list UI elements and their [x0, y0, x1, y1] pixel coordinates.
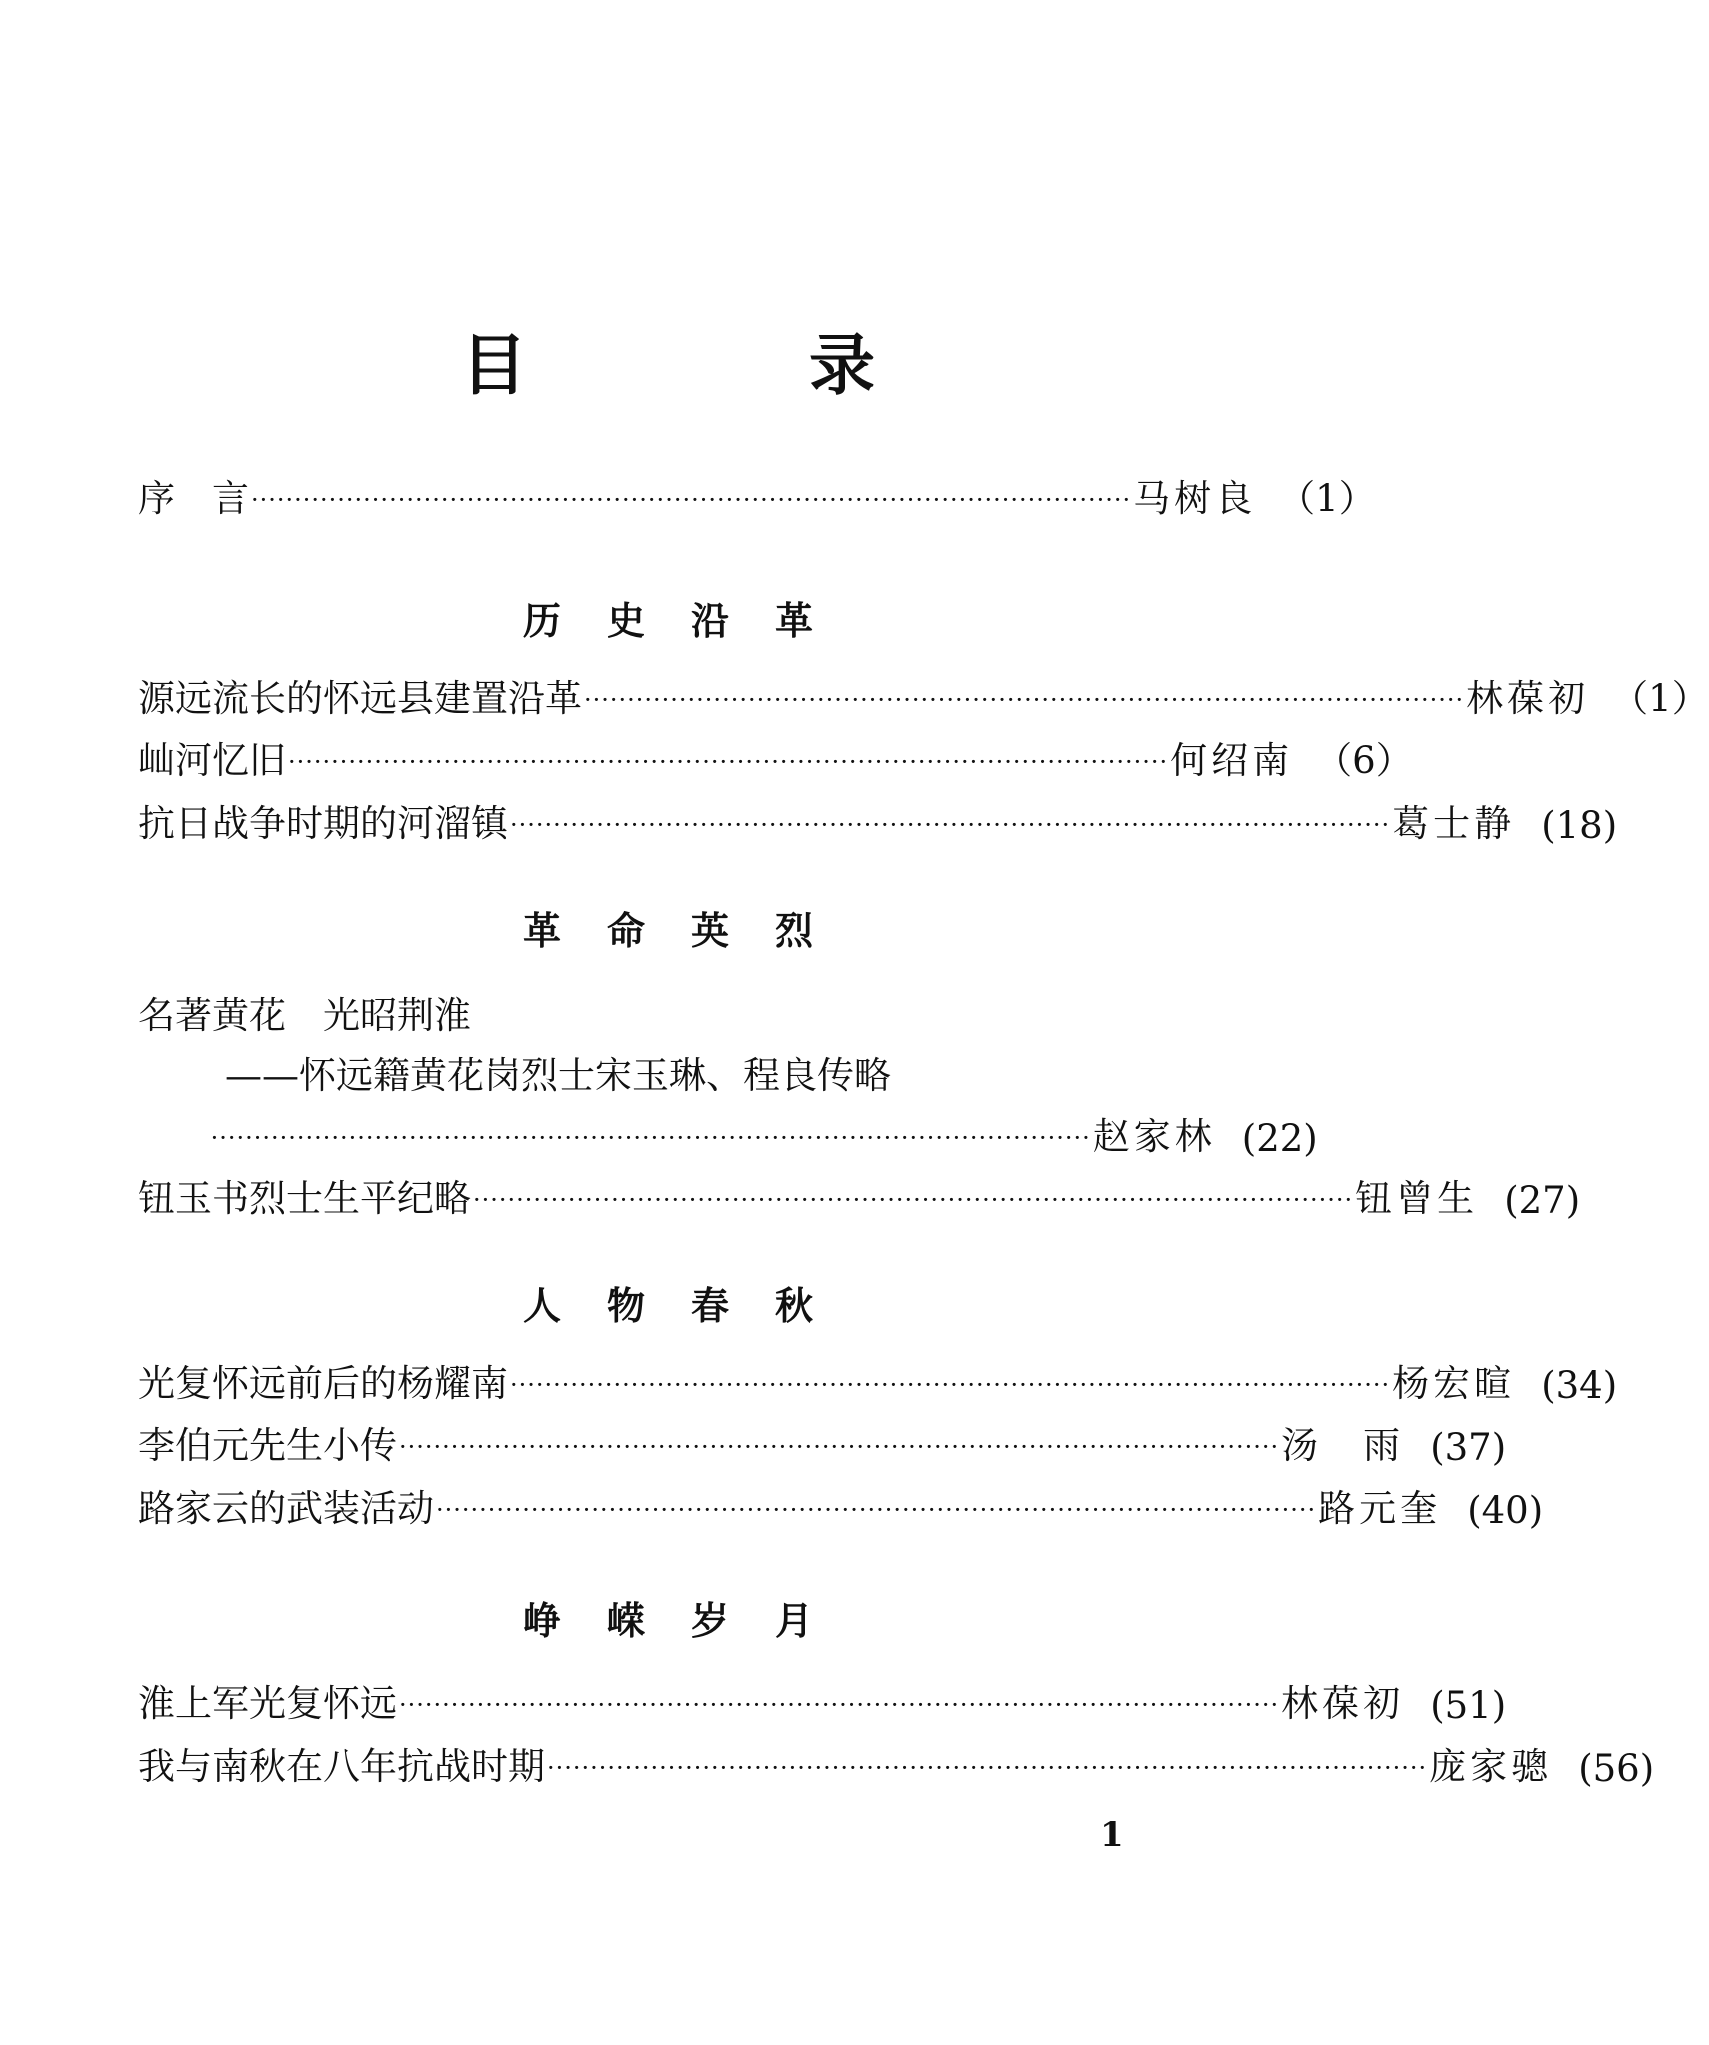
toc-entry[interactable]	[138, 1108, 1318, 1160]
leader-dots: ······································································································	[584, 686, 1465, 714]
entry-title: 屾河忆旧	[138, 739, 286, 782]
entry-title: 淮上军光复怀远	[138, 1682, 397, 1725]
leader-dots: ······································································································	[210, 1124, 1091, 1152]
toc-entry[interactable]	[138, 670, 1709, 722]
entry-page: (56)	[1578, 1747, 1655, 1790]
toc-entry[interactable]	[138, 1738, 1655, 1790]
entry-title: 李伯元先生小传	[138, 1424, 397, 1467]
entry-page: (34)	[1541, 1364, 1618, 1407]
leader-dots: ······································································································	[547, 1754, 1428, 1782]
entry-title: 序 言	[138, 477, 249, 520]
page-title: 目 录	[461, 326, 983, 404]
entry-author: 林葆初	[1281, 1682, 1405, 1725]
entry-page: (18)	[1541, 804, 1618, 847]
leader-dots: ······································································································	[473, 1186, 1354, 1214]
leader-dots: ······································································································	[399, 1433, 1280, 1461]
entry-author: 钮曾生	[1355, 1177, 1479, 1220]
entry-title: 抗日战争时期的河溜镇	[138, 802, 508, 845]
entry-title-line1[interactable]: 名著黄花 光昭荆淮	[138, 994, 471, 1037]
leader-dots: ······································································································	[436, 1496, 1317, 1524]
page-number: 1	[1100, 1815, 1124, 1855]
toc-entry[interactable]	[138, 1675, 1507, 1727]
entry-subtitle[interactable]: ——怀远籍黄花岗烈士宋玉琳、程良传略	[225, 1054, 891, 1097]
leader-dots: ······································································································	[399, 1691, 1280, 1719]
entry-title-indent	[138, 1117, 209, 1160]
entry-title: 钮玉书烈士生平纪略	[138, 1177, 471, 1220]
entry-author: 汤 雨	[1281, 1424, 1405, 1467]
entry-author: 赵家林	[1092, 1115, 1216, 1158]
entry-page: (27)	[1504, 1179, 1581, 1222]
entry-page: （1）	[1278, 477, 1376, 520]
entry-author: 葛士静	[1392, 802, 1516, 845]
toc-entry[interactable]	[138, 732, 1413, 784]
toc-entry[interactable]	[138, 1417, 1507, 1469]
toc-entry[interactable]	[138, 1170, 1581, 1222]
entry-page: (40)	[1467, 1489, 1544, 1532]
entry-title: 源远流长的怀远县建置沿革	[138, 677, 582, 720]
entry-author: 庞家骢	[1429, 1745, 1553, 1788]
entry-page: (22)	[1241, 1117, 1318, 1160]
entry-page: （6）	[1315, 739, 1413, 782]
entry-title: 光复怀远前后的杨耀南	[138, 1362, 508, 1405]
entry-author: 杨宏暄	[1392, 1362, 1516, 1405]
entry-title: 路家云的武装活动	[138, 1487, 434, 1530]
leader-dots: ······································································································	[251, 486, 1132, 514]
section-heading: 峥嵘岁月	[522, 1599, 859, 1643]
toc-entry[interactable]	[138, 1355, 1618, 1407]
section-heading: 革命英烈	[522, 909, 859, 953]
entry-page: (37)	[1430, 1426, 1507, 1469]
toc-entry-preface[interactable]	[138, 470, 1376, 522]
entry-author: 林葆初	[1466, 677, 1590, 720]
leader-dots: ······································································································	[510, 811, 1391, 839]
entry-page: (51)	[1430, 1684, 1507, 1727]
leader-dots: ······································································································	[288, 748, 1169, 776]
toc-entry[interactable]	[138, 1480, 1544, 1532]
toc-entry[interactable]	[138, 795, 1618, 847]
section-heading: 人物春秋	[522, 1284, 859, 1328]
entry-author: 何绍南	[1170, 739, 1294, 782]
entry-page: （1）	[1611, 677, 1709, 720]
entry-author: 马树良	[1133, 477, 1257, 520]
leader-dots: ······································································································	[510, 1371, 1391, 1399]
section-heading: 历史沿革	[522, 599, 859, 643]
entry-title: 我与南秋在八年抗战时期	[138, 1745, 545, 1788]
entry-author: 路元奎	[1318, 1487, 1442, 1530]
